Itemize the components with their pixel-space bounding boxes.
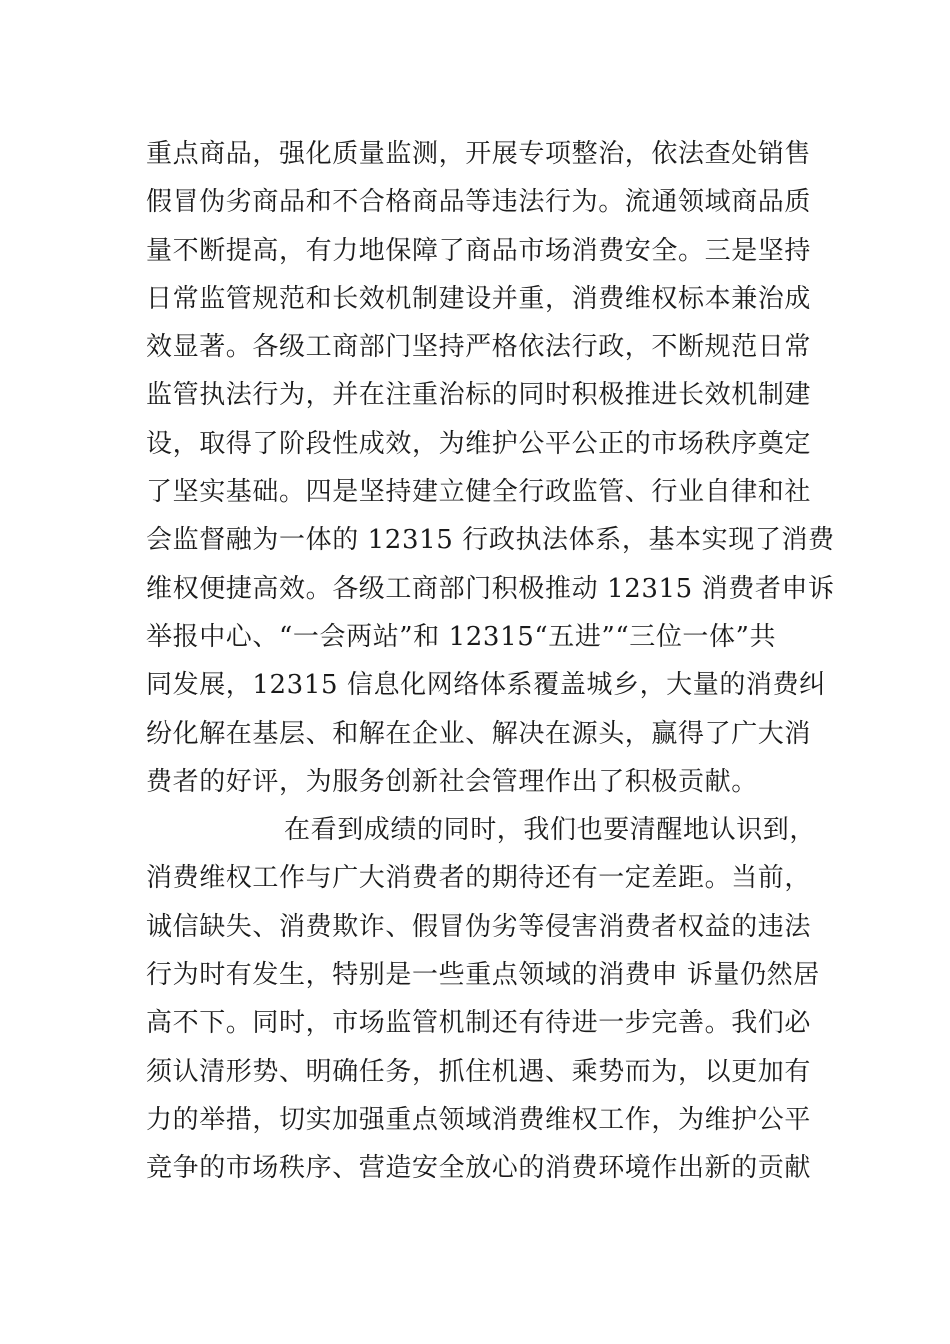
text-line: 力的举措，切实加强重点领域消费维权工作，为维护公平 — [146, 1104, 812, 1135]
text-line: 高不下。同时，市场监管机制还有待进一步完善。我们必 — [146, 1008, 812, 1039]
text-line: 行为时有发生，特别是一些重点领域的消费申 诉量仍然居 — [146, 960, 820, 991]
body-text — [146, 130, 835, 1193]
text-line: 纷化解在基层、和解在企业、解决在源头，赢得了广大消 — [146, 718, 812, 749]
text-line: 会监督融为一体的 12315 行政执法体系，基本实现了消费 — [146, 525, 835, 556]
text-line: 效显著。各级工商部门坚持严格依法行政，不断规范日常 — [146, 332, 812, 363]
text-line: 维权便捷高效。各级工商部门积极推动 12315 消费者申诉 — [146, 573, 835, 604]
text-line: 消费维权工作与广大消费者的期待还有一定差距。当前， — [146, 863, 812, 894]
text-line: 须认清形势、明确任务，抓住机遇、乘势而为，以更加有 — [146, 1056, 812, 1087]
text-line: 量不断提高，有力地保障了商品市场消费安全。三是坚持 — [146, 235, 812, 266]
text-line: 费者的好评，为服务创新社会管理作出了积极贡献。 — [146, 766, 758, 797]
text-line: 假冒伪劣商品和不合格商品等违法行为。流通领域商品质 — [146, 187, 812, 218]
text-line: 举报中心、“一会两站”和 12315“五进”“三位一体”共 — [146, 621, 777, 652]
text-line: 同发展，12315 信息化网络体系覆盖城乡，大量的消费纠 — [146, 670, 826, 701]
text-line: 重点商品，强化质量监测，开展专项整治，依法查处销售 — [146, 139, 812, 169]
text-line: 诚信缺失、消费欺诈、假冒伪劣等侵害消费者权益的违法 — [146, 911, 812, 942]
text-line: 监管执法行为，并在注重治标的同时积极推进长效机制建 — [146, 380, 812, 411]
paragraph-first-line: 在看到成绩的同时，我们也要清醒地认识到， — [284, 815, 817, 846]
text-line: 设，取得了阶段性成效，为维护公平公正的市场秩序奠定 — [146, 428, 812, 459]
text-line: 日常监管规范和长效机制建设并重，消费维权标本兼治成 — [146, 283, 812, 314]
text-line: 了坚实基础。四是坚持建立健全行政监管、行业自律和社 — [146, 477, 812, 508]
text-line: 竞争的市场秩序、营造安全放心的消费环境作出新的贡献 — [146, 1153, 812, 1184]
